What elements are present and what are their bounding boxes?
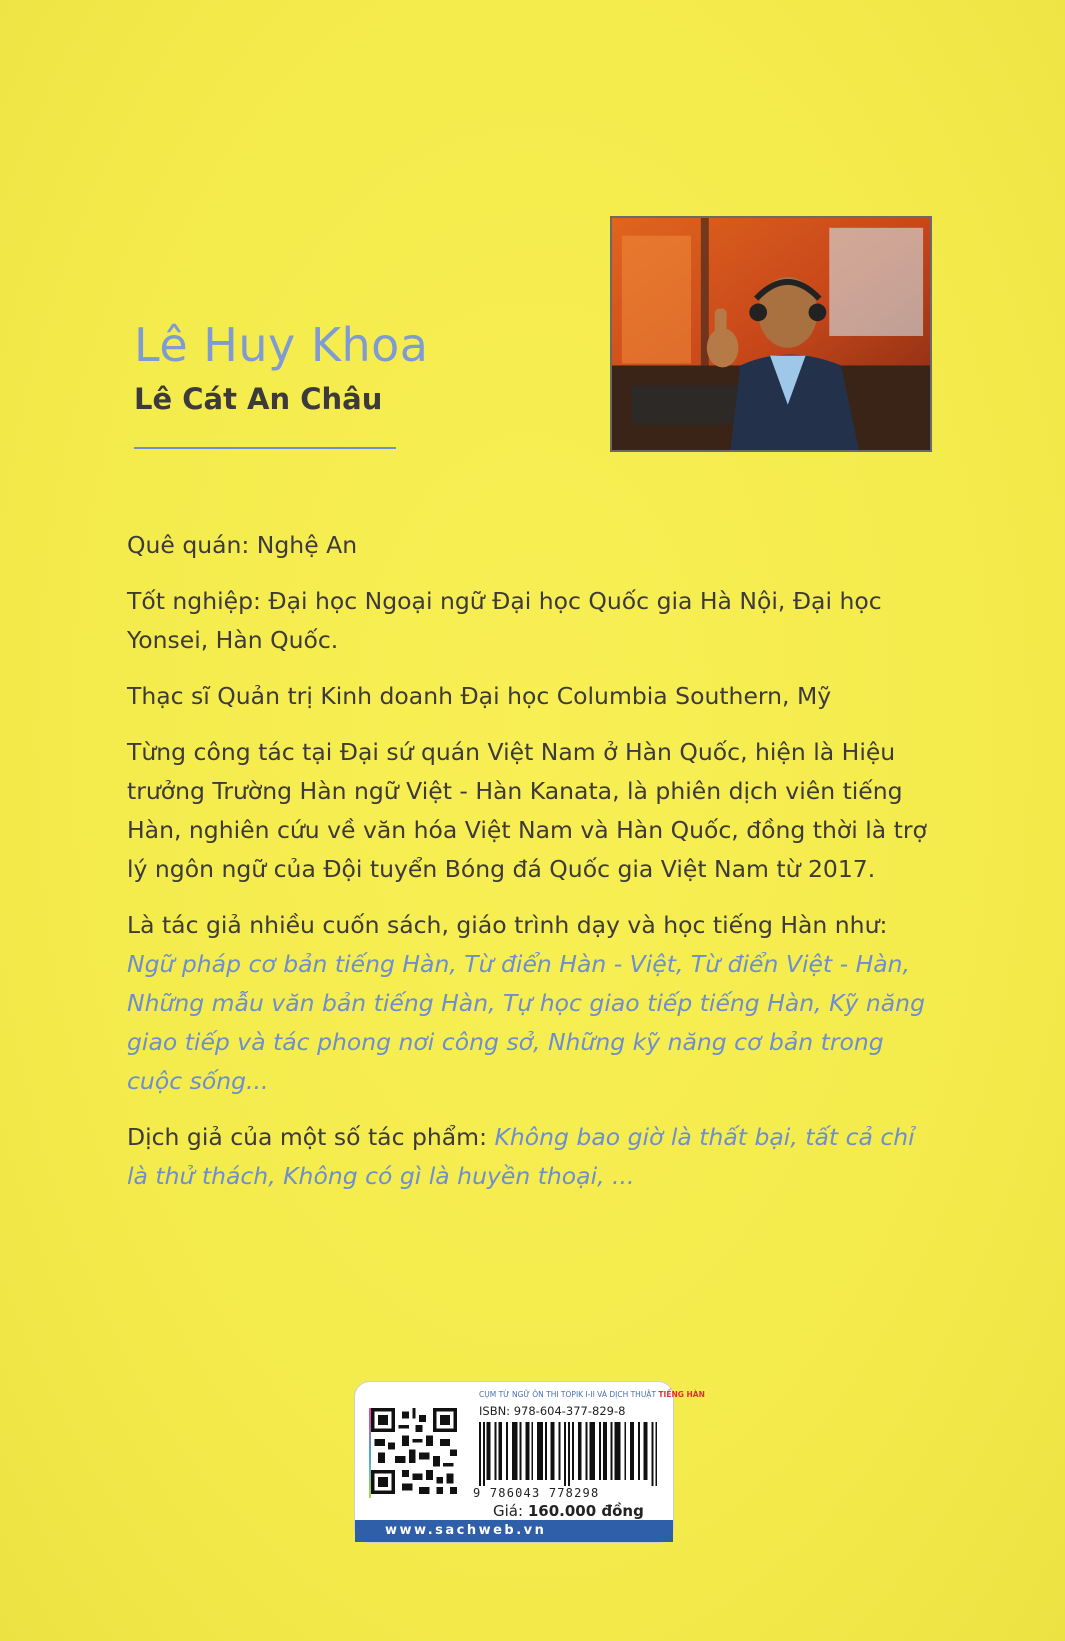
barcode-sticker bbox=[354, 1381, 705, 1543]
author-bio bbox=[127, 526, 935, 1213]
divider bbox=[134, 447, 396, 449]
translations-list: Không bao giờ là thất bại, tất cả chỉ là thử thách, Không có gì là huyền thoại, ... bbox=[127, 1123, 915, 1190]
qr-code-icon bbox=[371, 1408, 457, 1494]
website-link[interactable]: www.sachweb.vn bbox=[385, 1523, 547, 1538]
bio-translations bbox=[127, 1118, 935, 1196]
isbn-label: ISBN: 978-604-377-829-8 bbox=[479, 1404, 626, 1418]
barcode-bars bbox=[479, 1422, 663, 1486]
bio-hometown: Quê quán: Nghệ An bbox=[127, 531, 358, 559]
books-intro: Là tác giả nhiều cuốn sách, giáo trình dạy và học tiếng Hàn như: bbox=[127, 911, 888, 939]
website-bar bbox=[355, 1520, 673, 1542]
translations-intro: Dịch giả của một số tác phẩm: bbox=[127, 1123, 487, 1151]
barcode-digits: 9 786043 778298 bbox=[473, 1486, 600, 1500]
author-name: Lê Huy Khoa bbox=[134, 318, 429, 372]
bio-career: Từng công tác tại Đại sứ quán Việt Nam ở Hàn Quốc, hiện là Hiệu trưởng Trường Hàn ngữ Việt - Hàn Kanata, là phiên dịch viên tiếng Hàn, nghiên cứu về văn hóa Việt Nam và Hàn Quốc, đồng thời là trợ lý ngôn ngữ của Đội tuyển Bóng đá Quốc gia Việt Nam từ 2017. bbox=[127, 738, 927, 883]
price-value: 160.000 đồng bbox=[527, 1502, 644, 1520]
series-highlight: TIẾNG HÀN bbox=[658, 1390, 705, 1399]
price-label: Giá: bbox=[493, 1502, 524, 1520]
series-text: CỤM TỪ NGỮ ÔN THI TOPIK I-II VÀ DỊCH THUẬT bbox=[479, 1390, 657, 1399]
co-author-name: Lê Cát An Châu bbox=[134, 382, 383, 416]
price bbox=[493, 1502, 644, 1520]
bio-books bbox=[127, 906, 935, 1101]
author-photo bbox=[610, 216, 932, 452]
bio-education: Tốt nghiệp: Đại học Ngoại ngữ Đại học Quốc gia Hà Nội, Đại học Yonsei, Hàn Quốc. bbox=[127, 587, 882, 654]
series-title bbox=[479, 1390, 705, 1399]
books-list: Ngữ pháp cơ bản tiếng Hàn, Từ điển Hàn - Việt, Từ điển Việt - Hàn, Những mẫu văn bản tiếng Hàn, Tự học giao tiếp tiếng Hàn, Kỹ năng giao tiếp và tác phong nơi công sở, Những kỹ năng cơ bản trong cuộc sống... bbox=[127, 950, 925, 1095]
bio-degree: Thạc sĩ Quản trị Kinh doanh Đại học Columbia Southern, Mỹ bbox=[127, 682, 832, 710]
